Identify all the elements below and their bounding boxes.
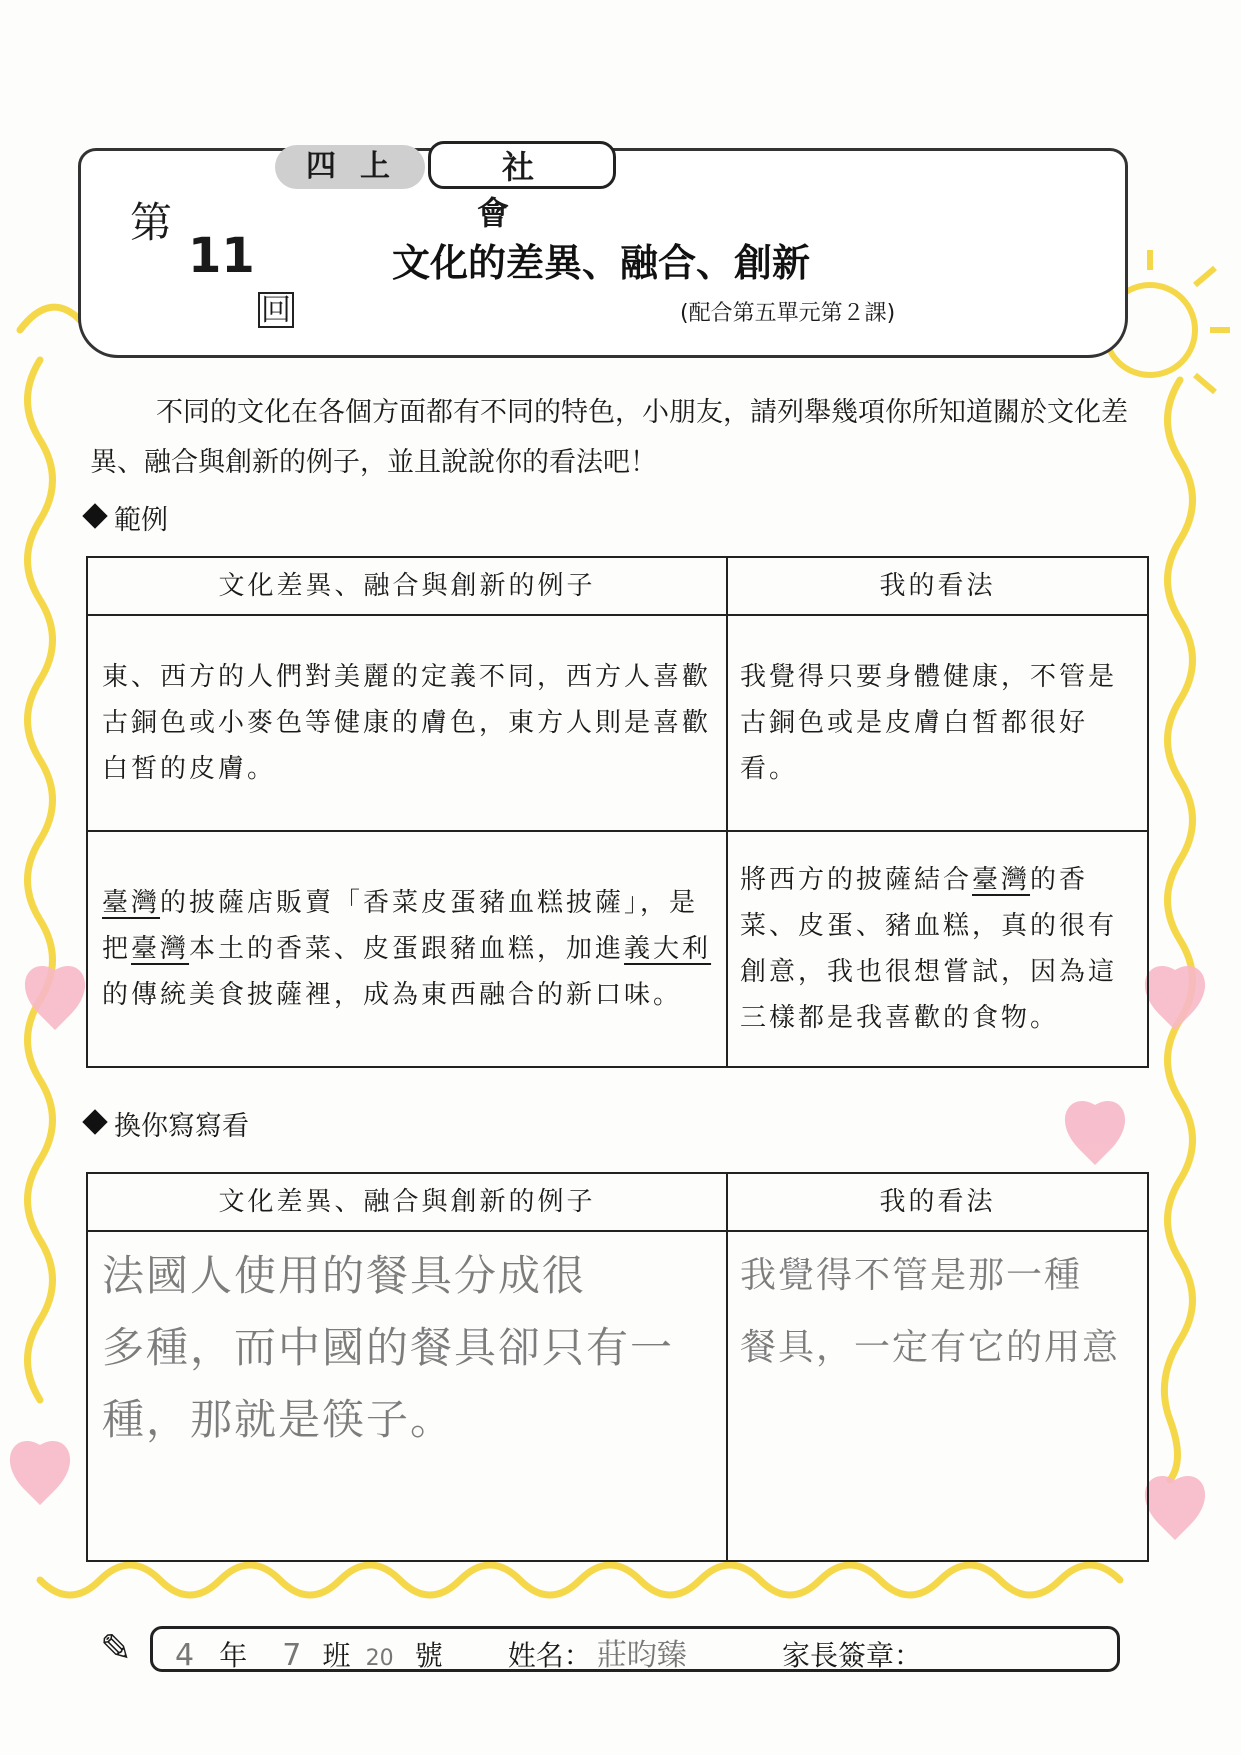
place-italy: 義大利 <box>624 934 712 964</box>
practice-opinion-answer[interactable] <box>727 1231 1148 1561</box>
place-taiwan: 臺灣 <box>131 934 190 964</box>
example-heading <box>82 498 168 537</box>
pencil-icon: ✎ <box>100 1626 132 1670</box>
page-title: 文化的差異、融合、創新 <box>392 241 811 285</box>
lesson-number: 11 <box>188 228 255 284</box>
place-taiwan: 臺灣 <box>972 865 1031 895</box>
seat-value[interactable]: 20 <box>365 1646 394 1671</box>
diamond-bullet-icon <box>82 1109 107 1134</box>
subject-label: 社會 <box>428 141 616 189</box>
opinion-row2-text-2: 的香菜、皮蛋、豬血糕，真的很有創意，我也很想嘗試，因為這三樣都是我喜歡的食物。 <box>740 865 1118 1033</box>
page-subtitle: (配合第五單元第２課) <box>680 301 896 326</box>
practice-example-col-header: 文化差異、融合與創新的例子 <box>87 1173 727 1231</box>
practice-heading-label: 換你寫寫看 <box>114 1111 249 1142</box>
answer-example-line: 法國人使用的餐具分成很 <box>102 1251 587 1300</box>
example-table <box>86 556 1149 1068</box>
parent-signature-label: 家長簽章： <box>782 1639 923 1672</box>
example-heading-label: 範例 <box>114 505 168 536</box>
practice-table <box>86 1172 1149 1562</box>
diamond-bullet-icon <box>82 503 107 528</box>
opinion-col-header: 我的看法 <box>727 557 1148 615</box>
class-value[interactable]: 7 <box>282 1638 302 1673</box>
footer-info <box>175 1630 922 1674</box>
opinion-row2-text-1: 將西方的披薩結合 <box>740 865 973 895</box>
practice-example-answer[interactable] <box>87 1231 727 1561</box>
grade-label: 四上 <box>275 145 425 189</box>
seat-label: 號 <box>414 1639 443 1672</box>
intro-paragraph: 不同的文化在各個方面都有不同的特色，小朋友，請列舉幾項你所知道關於文化差異、融合與創新的例子，並且說說你的看法吧！ <box>90 397 1128 478</box>
practice-heading <box>82 1104 249 1143</box>
answer-example-line: 種，那就是筷子。 <box>102 1395 455 1444</box>
answer-example-line: 多種，而中國的餐具卻只有一 <box>102 1323 675 1372</box>
grade-value[interactable]: 4 <box>175 1638 195 1673</box>
answer-opinion-line: 餐具，一定有它的用意 <box>740 1327 1121 1368</box>
grade-label: 年 <box>219 1639 248 1672</box>
example-row2-text-3: 的傳統美食披薩裡，成為東西融合的新口味。 <box>102 980 683 1010</box>
lesson-suffix: 回 <box>258 292 294 328</box>
example-row2-cell <box>87 831 727 1067</box>
name-label: 姓名： <box>507 1639 592 1672</box>
example-col-header: 文化差異、融合與創新的例子 <box>87 557 727 615</box>
opinion-row2-cell <box>727 831 1148 1067</box>
opinion-row1-cell: 我覺得只要身體健康，不管是古銅色或是皮膚白皙都很好看。 <box>727 615 1148 831</box>
example-row2-text-1: 的披薩店販賣「香菜皮蛋豬血糕披薩」，是把 <box>102 888 699 964</box>
class-label: 班 <box>322 1639 351 1672</box>
place-taiwan: 臺灣 <box>102 888 161 918</box>
name-value[interactable]: 莊昀臻 <box>596 1638 687 1673</box>
lesson-prefix: 第 <box>130 198 173 247</box>
example-row1-cell: 東、西方的人們對美麗的定義不同，西方人喜歡古銅色或小麥色等健康的膚色，東方人則是喜歡白皙的皮膚。 <box>87 615 727 831</box>
practice-opinion-col-header: 我的看法 <box>727 1173 1148 1231</box>
answer-opinion-line: 我覺得不管是那一種 <box>740 1255 1083 1296</box>
example-row2-text-2: 本土的香菜、皮蛋跟豬血糕，加進 <box>189 934 625 964</box>
